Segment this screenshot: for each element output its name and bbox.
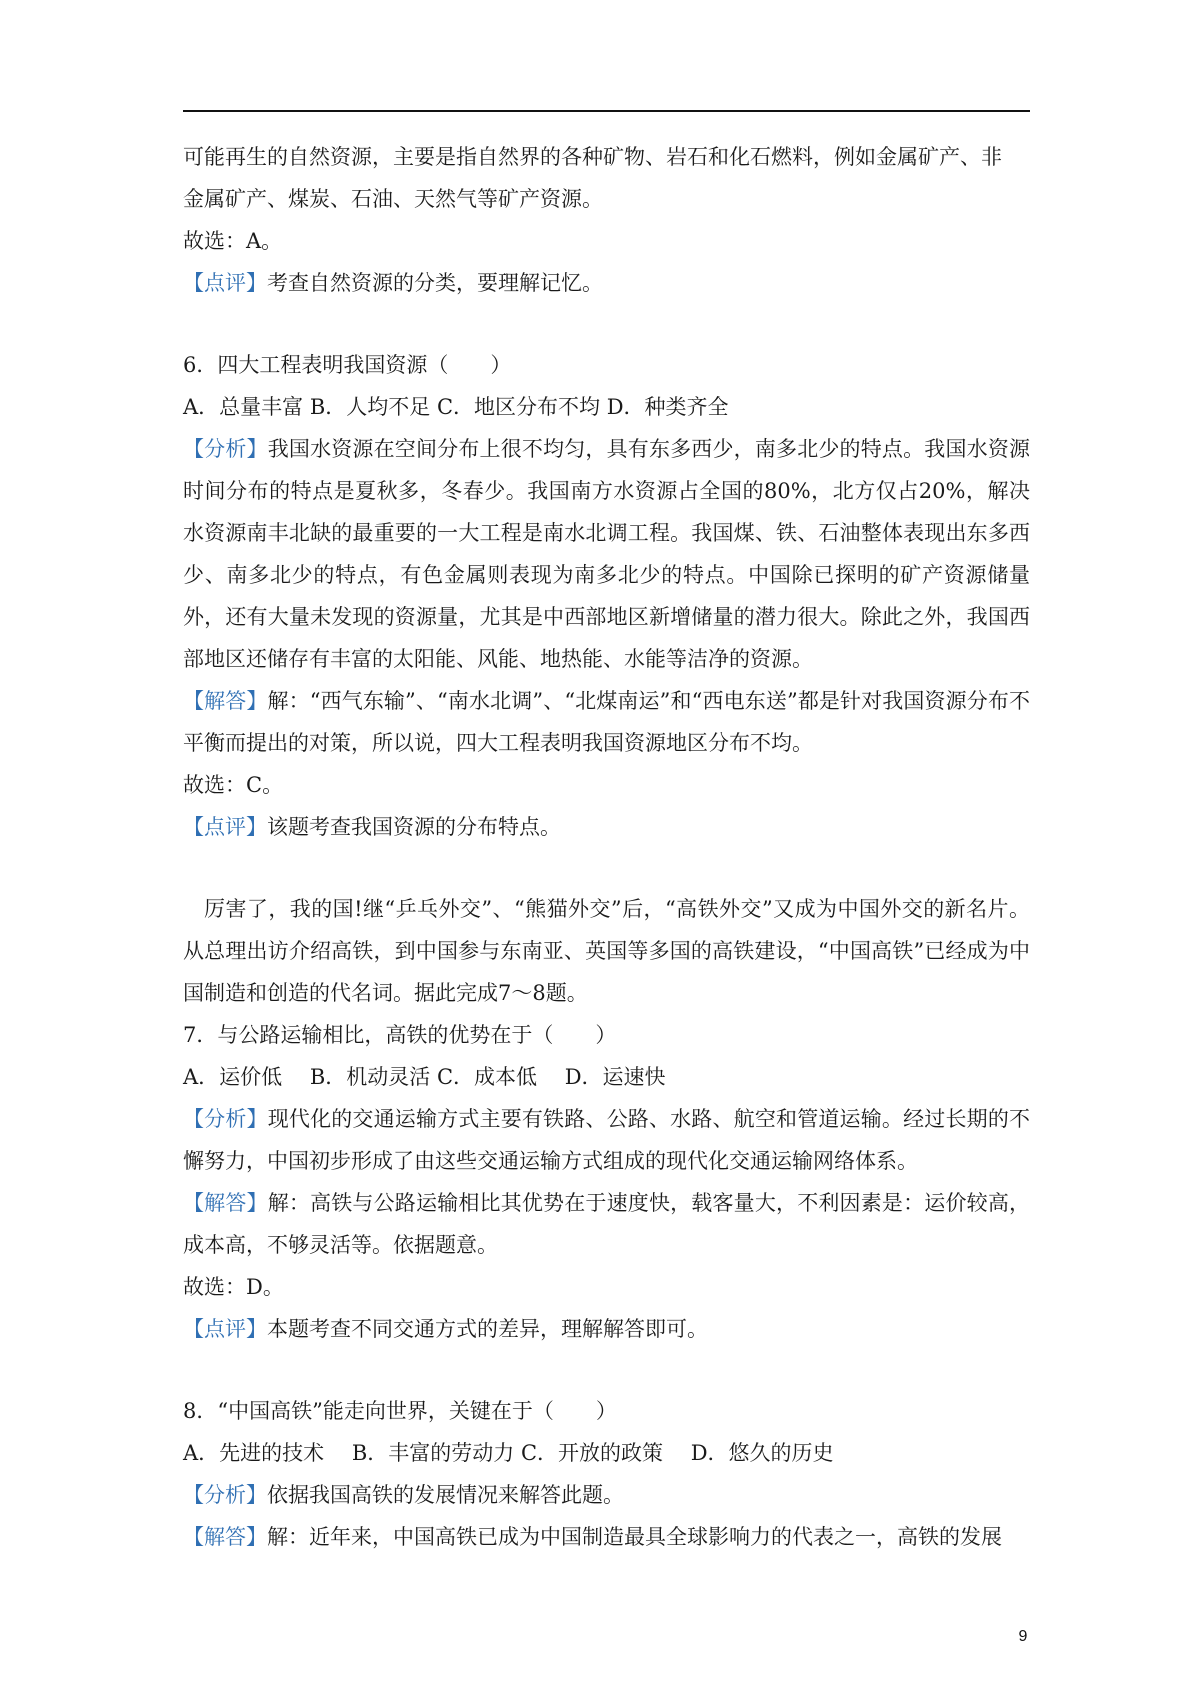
solution-tag: 【解答】 <box>183 1191 268 1215</box>
q5-answer: 故选：A。 <box>183 229 283 253</box>
q5-explanation-line-2: 金属矿产、煤炭、石油、天然气等矿产资源。 <box>183 187 603 211</box>
q7-comment-text: 本题考查不同交通方式的差异，理解解答即可。 <box>267 1317 708 1341</box>
q7-solution-text: 解：高铁与公路运输相比其优势在于速度快，载客量大，不利因素是：运价较高，成本高，不够灵活等。依据题意。 <box>183 1191 1030 1257</box>
reading-passage: 厉害了，我的国!继“乒乓外交”、“熊猫外交”后，“高铁外交”又成为中国外交的新名片。从总理出访介绍高铁，到中国参与东南亚、英国等多国的高铁建设，“中国高铁”已经成为中国制造和创造的代名词。据此完成7～8题。 <box>183 897 1030 1005</box>
solution-tag: 【解答】 <box>183 1525 267 1549</box>
q7-options: A．运价低 B．机动灵活 C．成本低 D．运速快 <box>183 1065 666 1089</box>
q7-analysis-text: 现代化的交通运输方式主要有铁路、公路、水路、航空和管道运输。经过长期的不懈努力，中国初步形成了由这些交通运输方式组成的现代化交通运输网络体系。 <box>183 1107 1030 1173</box>
comment-tag: 【点评】 <box>183 1317 267 1341</box>
q7-answer: 故选：D。 <box>183 1275 284 1299</box>
q8-options: A．先进的技术 B．丰富的劳动力 C．开放的政策 D．悠久的历史 <box>183 1441 834 1465</box>
page-number: 9 <box>1018 1628 1028 1645</box>
header-rule <box>183 110 1030 112</box>
q6-answer: 故选：C。 <box>183 773 284 797</box>
analysis-tag: 【分析】 <box>183 437 268 461</box>
q7-analysis <box>183 1098 1030 1182</box>
q8-analysis <box>183 1474 1030 1516</box>
q7-comment <box>183 1308 1030 1350</box>
spacer <box>183 1350 1030 1390</box>
q6-solution <box>183 680 1030 764</box>
q6-stem: 6．四大工程表明我国资源（ ） <box>183 353 512 377</box>
q5-comment <box>183 262 1030 304</box>
q6-comment <box>183 806 1030 848</box>
q8-solution <box>183 1516 1030 1558</box>
q8-stem: 8．“中国高铁”能走向世界，关键在于（ ） <box>183 1399 617 1423</box>
q6-comment-text: 该题考查我国资源的分布特点。 <box>267 815 561 839</box>
comment-tag: 【点评】 <box>183 271 267 295</box>
comment-tag: 【点评】 <box>183 815 267 839</box>
spacer <box>183 304 1030 344</box>
spacer <box>183 848 1030 888</box>
q5-comment-text: 考查自然资源的分类，要理解记忆。 <box>267 271 603 295</box>
analysis-tag: 【分析】 <box>183 1483 267 1507</box>
q5-explanation-line-1: 可能再生的自然资源，主要是指自然界的各种矿物、岩石和化石燃料，例如金属矿产、非 <box>183 145 1002 169</box>
q8-analysis-text: 依据我国高铁的发展情况来解答此题。 <box>267 1483 624 1507</box>
q6-options: A．总量丰富 B．人均不足 C．地区分布不均 D．种类齐全 <box>183 395 729 419</box>
solution-tag: 【解答】 <box>183 689 268 713</box>
q8-solution-text: 解：近年来，中国高铁已成为中国制造最具全球影响力的代表之一，高铁的发展 <box>267 1525 1002 1549</box>
q6-analysis-text: 我国水资源在空间分布上很不均匀，具有东多西少，南多北少的特点。我国水资源时间分布的特点是夏秋多，冬春少。我国南方水资源占全国的80%，北方仅占20%，解决水资源南丰北缺的最重要的一大工程是南水北调工程。我国煤、铁、石油整体表现出东多西少、南多北少的特点，有色金属则表现为南多北少的特点。中国除已探明的矿产资源储量外，还有大量未发现的资源量，尤其是中西部地区新增储量的潜力很大。除此之外，我国西部地区还储存有丰富的太阳能、风能、地热能、水能等洁净的资源。 <box>183 437 1030 671</box>
q6-solution-text: 解：“西气东输”、“南水北调”、“北煤南运”和“西电东送”都是针对我国资源分布不平衡而提出的对策，所以说，四大工程表明我国资源地区分布不均。 <box>183 689 1031 755</box>
page-body <box>183 136 1030 1558</box>
analysis-tag: 【分析】 <box>183 1107 268 1131</box>
q6-analysis <box>183 428 1030 680</box>
q7-solution <box>183 1182 1030 1266</box>
q7-stem: 7．与公路运输相比，高铁的优势在于（ ） <box>183 1023 617 1047</box>
